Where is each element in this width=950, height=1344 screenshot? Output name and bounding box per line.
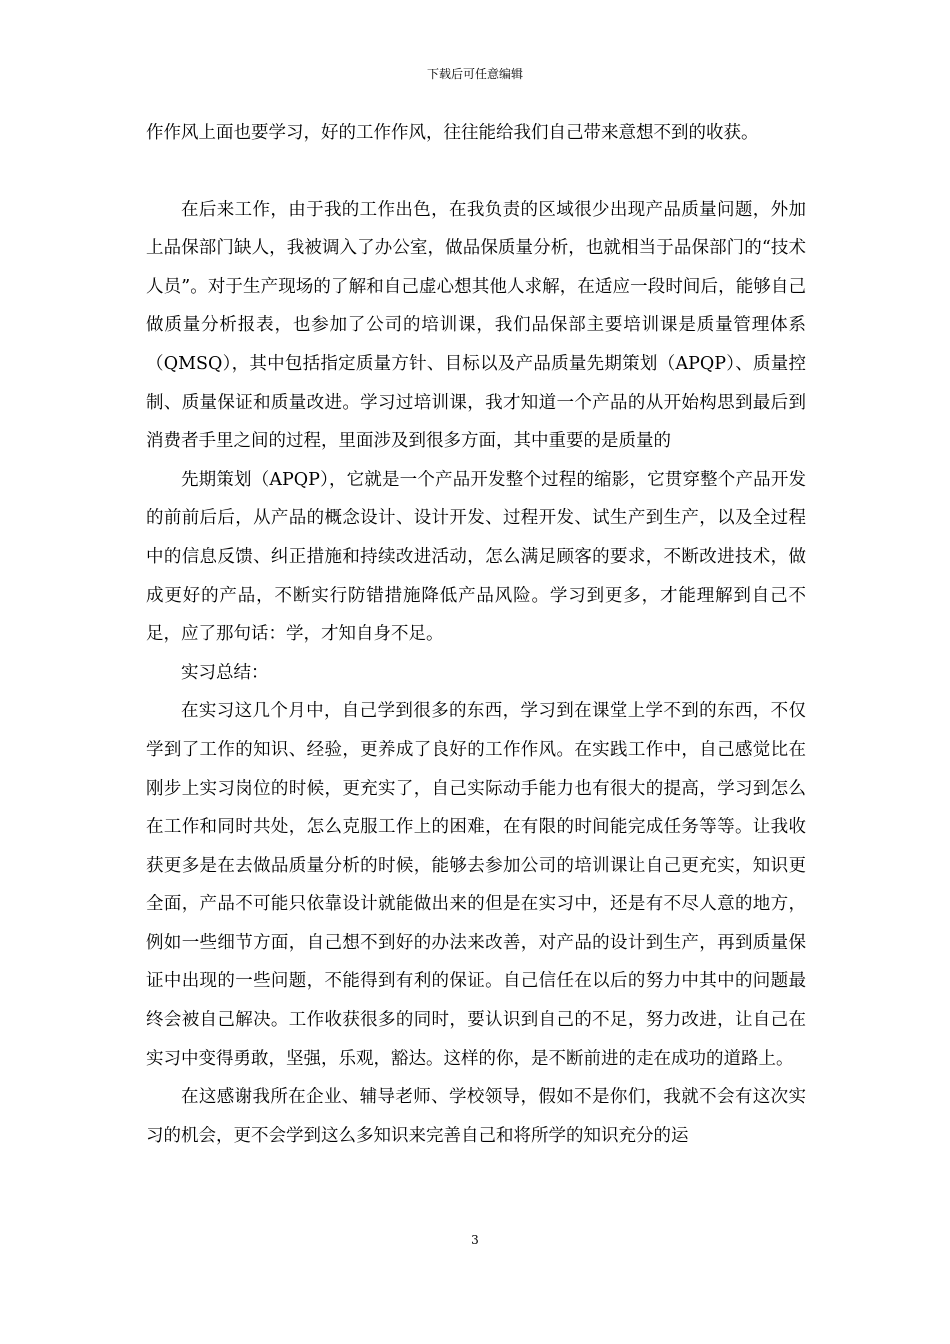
paragraph-summary: 在实习这几个月中，自己学到很多的东西，学习到在课堂上学不到的东西，不仅学到了工作的知识、经验，更养成了良好的工作作风。在实践工作中，自己感觉比在刚步上实习岗位的时候，更充实了，自己实际动手能力也有很大的提高，学习到怎么在工作和同时共处，怎么克服工作上的困难，在有限的时间能完成任务等等。让我收获更多是在去做品质量分析的时候，能够去参加公司的培训课让自己更充实，知识更全面，产品不可能只依靠设计就能做出来的但是在实习中，还是有不尽人意的地方，例如一些细节方面，自己想不到好的办法来改善，对产品的设计到生产，再到质量保证中出现的一些问题，不能得到有利的保证。自己信任在以后的努力中其中的问题最终会被自己解决。工作收获很多的同时，要认识到自己的不足，努力改进，让自己在实习中变得勇敢，坚强，乐观，豁达。这样的你，是不断前进的走在成功的道路上。: [146, 701, 806, 1069]
paragraph-continuation: 作作风上面也要学习，好的工作作风，往往能给我们自己带来意想不到的收获。: [146, 123, 759, 143]
paragraph-later-work: 在后来工作，由于我的工作出色，在我负责的区域很少出现产品质量问题，外加上品保部门缺人，我被调入了办公室，做品保质量分析，也就相当于品保部门的“技术人员”。对于生产现场的了解和自己虚心想其他人求解，在适应一段时间后，能够自己做质量分析报表，也参加了公司的培训课，我们品保部主要培训课是质量管理体系（QMSQ），其中包括指定质量方针、目标以及产品质量先期策划（APQP）、质量控制、质量保证和质量改进。学习过培训课，我才知道一个产品的从开始构思到最后到消费者手里之间的过程，里面涉及到很多方面，其中重要的是质量的: [146, 199, 806, 452]
paragraph-apqp: 先期策划（APQP），它就是一个产品开发整个过程的缩影，它贯穿整个产品开发的前前后后，从产品的概念设计、设计开发、过程开发、试生产到生产，以及全过程中的信息反馈、纠正措施和持续改进活动，怎么满足顾客的要求，不断改进技术，做成更好的产品，不断实行防错措施降低产品风险。学习到更多，才能理解到自己不足，应了那句话：学，才知自身不足。: [146, 469, 806, 645]
paragraph-thanks: 在这感谢我所在企业、辅导老师、学校领导，假如不是你们，我就不会有这次实习的机会，更不会学到这么多知识来完善自己和将所学的知识充分的运: [146, 1087, 806, 1146]
page-header: 下载后可任意编辑: [426, 67, 523, 81]
page-number: 3: [471, 1233, 479, 1247]
section-heading-summary: 实习总结：: [181, 662, 269, 683]
document-body: [146, 114, 806, 1155]
